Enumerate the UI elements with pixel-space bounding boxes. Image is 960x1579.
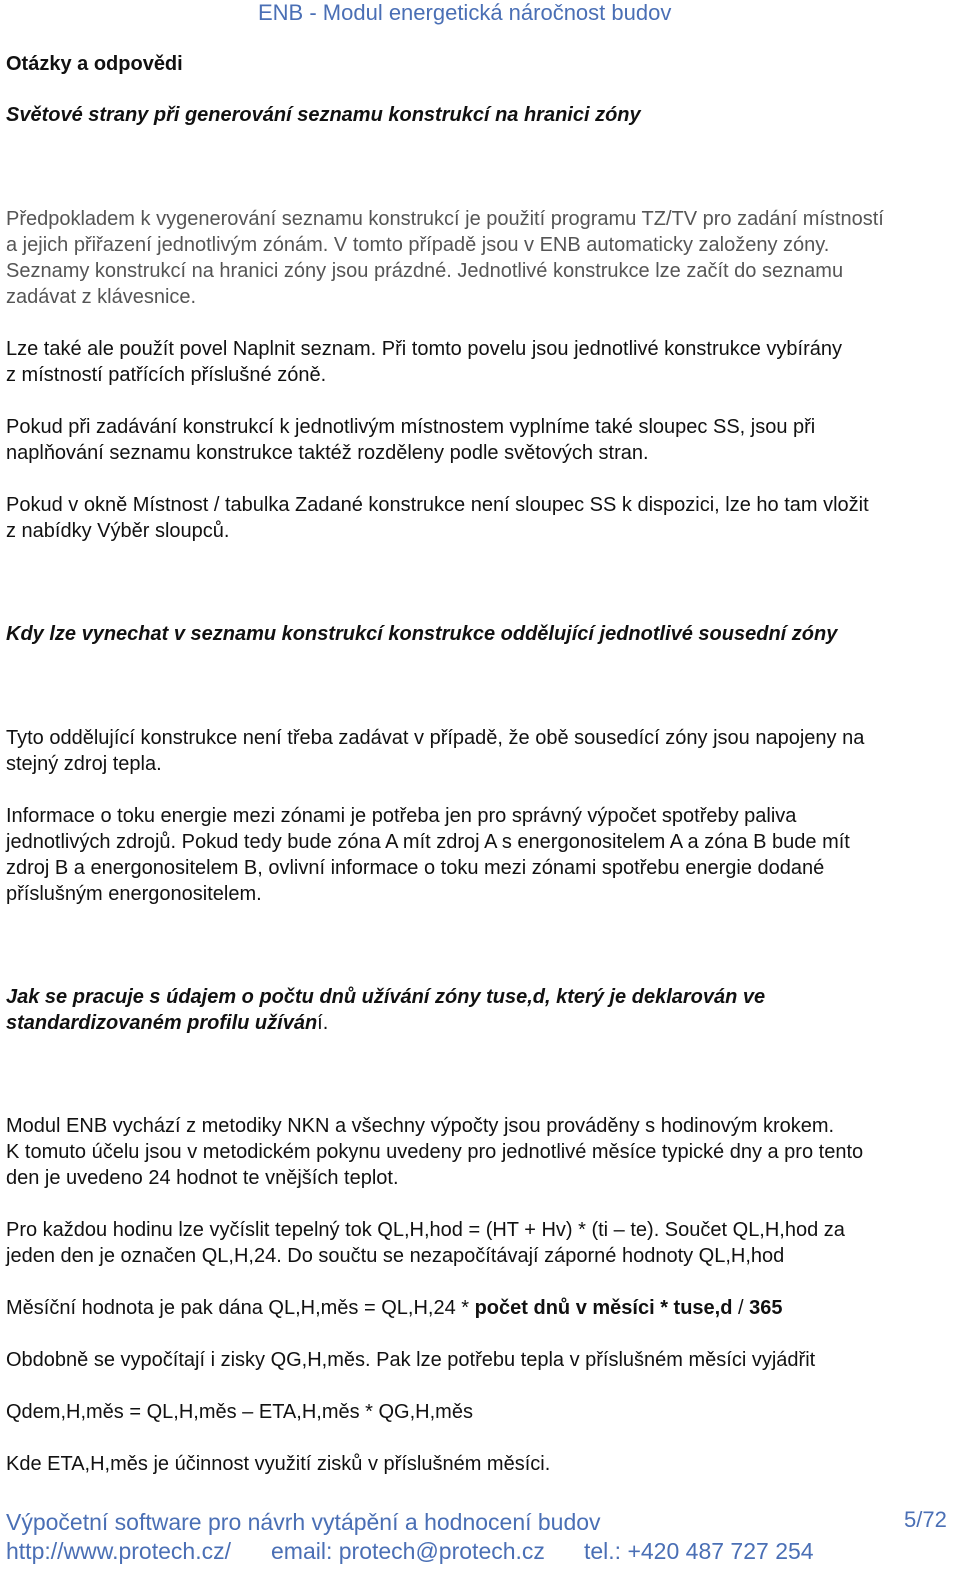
formula-text: /: [732, 1297, 750, 1319]
text-line: Lze také ale použít povel Naplnit seznam. Při tomto povelu jsou jednotlivé konstrukce vybírány: [6, 338, 842, 360]
question-heading-2: Kdy lze vynechat v seznamu konstrukcí konstrukce oddělující jednotlivé sousední zóny: [6, 623, 838, 645]
q3-paragraph-5: [6, 1451, 954, 1477]
text-line: jeden den je označen QL,H,24. Do součtu se nezapočítávají záporné hodnoty QL,H,hod: [6, 1245, 785, 1267]
text-line: Modul ENB vychází z metodiky NKN a všechny výpočty jsou prováděny s hodinovým krokem.: [6, 1115, 835, 1137]
text-line: Tyto oddělující konstrukce není třeba zadávat v případě, že obě sousedící zóny jsou napojeny na: [6, 727, 865, 749]
footer-email-link[interactable]: email: protech@protech.cz: [271, 1538, 545, 1564]
question-heading-3: [6, 984, 946, 1036]
footer-title: Výpočetní software pro návrh vytápění a hodnocení budov: [6, 1509, 601, 1535]
footer-phone: tel.: +420 487 727 254: [584, 1538, 814, 1564]
text-line: K tomuto účelu jsou v metodickém pokynu uvedeny pro jednotlivé měsíce typické dny a pro tento: [6, 1141, 864, 1163]
q3-paragraph-2: [6, 1217, 954, 1269]
text-line: stejný zdroj tepla.: [6, 753, 162, 775]
text-line: Qdem,H,měs = QL,H,měs – ETA,H,měs * QG,H,měs: [6, 1401, 473, 1423]
q3-paragraph-3: [6, 1295, 954, 1321]
text-line: z nabídky Výběr sloupců.: [6, 520, 230, 542]
q1-paragraph-1: [6, 206, 954, 310]
text-line: Pokud v okně Místnost / tabulka Zadané konstrukce není sloupec SS k dispozici, lze ho tam vložit: [6, 494, 869, 516]
text-line: příslušným energonositelem.: [6, 883, 262, 905]
text-line: Informace o toku energie mezi zónami je potřeba jen pro správný výpočet spotřeby paliva: [6, 805, 797, 827]
heading-line: Jak se pracuje s údajem o počtu dnů užívání zóny tuse,d, který je deklarován ve: [6, 986, 766, 1008]
text-line: a jejich přiřazení jednotlivým zónám. V tomto případě jsou v ENB automaticky založeny zóny.: [6, 234, 830, 256]
q3-paragraph-1: [6, 1113, 954, 1191]
section-label: Otázky a odpovědi: [6, 53, 183, 75]
footer-contacts: [6, 1537, 814, 1565]
formula-bold: počet dnů v měsíci * tuse,d: [474, 1297, 733, 1319]
heading-tail: í.: [317, 1012, 329, 1034]
q1-paragraph-2: [6, 336, 954, 388]
footer-website-link[interactable]: http://www.protech.cz/: [6, 1538, 231, 1564]
q2-paragraph-1: [6, 725, 954, 777]
formula-bold: 365: [749, 1297, 783, 1319]
page-number: 5/72: [904, 1507, 947, 1532]
text-line: Pokud při zadávání konstrukcí k jednotlivým místnostem vyplníme také sloupec SS, jsou při: [6, 416, 816, 438]
text-line: z místností patřících příslušné zóně.: [6, 364, 327, 386]
question-heading-1: Světové strany při generování seznamu konstrukcí na hranici zóny: [6, 104, 641, 126]
text-line: Pro každou hodinu lze vyčíslit tepelný tok QL,H,hod = (HT + Hv) * (ti – te). Součet QL,H,hod za: [6, 1219, 845, 1241]
text-line: Obdobně se vypočítají i zisky QG,H,měs. Pak lze potřebu tepla v příslušném měsíci vyjádřit: [6, 1349, 816, 1371]
q3-formula: [6, 1399, 954, 1425]
q3-paragraph-4: [6, 1347, 954, 1373]
q1-paragraph-3: [6, 414, 954, 466]
text-line: zadávat z klávesnice.: [6, 286, 197, 308]
text-line: Seznamy konstrukcí na hranici zóny jsou prázdné. Jednotlivé konstrukce lze začít do seznamu: [6, 260, 844, 282]
text-line: den je uvedeno 24 hodnot te vnějších teplot.: [6, 1167, 399, 1189]
text-line: zdroj B a energonositelem B, ovlivní informace o toku mezi zónami spotřebu energie dodané: [6, 857, 825, 879]
heading-line: [6, 1010, 946, 1036]
q2-paragraph-2: [6, 803, 954, 907]
text-line: jednotlivých zdrojů. Pokud tedy bude zóna A mít zdroj A s energonositelem A a zóna B bude mít: [6, 831, 850, 853]
document-header-title: ENB - Modul energetická náročnost budov: [258, 0, 672, 25]
text-line: [6, 1295, 954, 1321]
text-line: Předpokladem k vygenerování seznamu konstrukcí je použití programu TZ/TV pro zadání místností: [6, 208, 884, 230]
formula-text: Měsíční hodnota je pak dána QL,H,měs = QL,H,24 *: [6, 1297, 475, 1319]
text-line: Kde ETA,H,měs je účinnost využití zisků v příslušném měsíci.: [6, 1453, 551, 1475]
q1-paragraph-4: [6, 492, 954, 544]
text-line: naplňování seznamu konstrukce taktéž rozděleny podle světových stran.: [6, 442, 649, 464]
heading-text: standardizovaném profilu užíván: [6, 1012, 318, 1034]
